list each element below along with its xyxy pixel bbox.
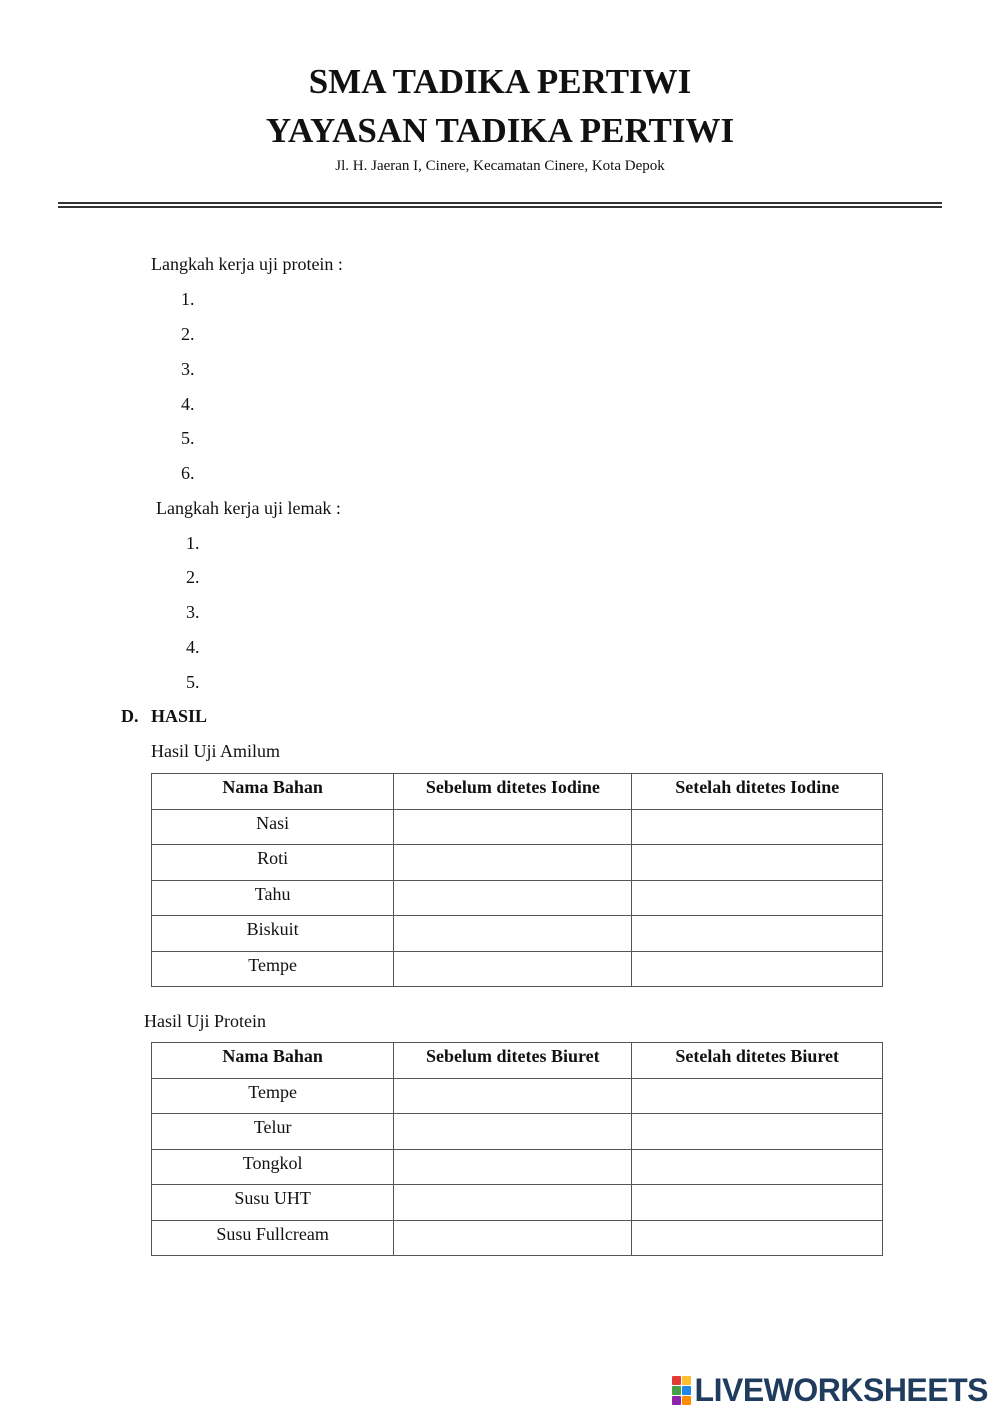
column-header: Nama Bahan — [152, 1043, 394, 1079]
after-biuret-cell[interactable] — [632, 1185, 883, 1221]
before-biuret-cell[interactable] — [394, 1149, 632, 1185]
protein-step-number: 6. — [181, 463, 195, 483]
material-name-cell: Tahu — [152, 880, 394, 916]
section-title: HASIL — [151, 706, 208, 726]
material-name-cell: Susu Fullcream — [152, 1220, 394, 1256]
protein-steps-heading: Langkah kerja uji protein : — [151, 254, 343, 274]
before-iodine-cell[interactable] — [394, 809, 632, 845]
table-header-row — [152, 1043, 883, 1079]
column-header: Nama Bahan — [152, 774, 394, 810]
material-name-cell: Roti — [152, 845, 394, 881]
before-biuret-cell[interactable] — [394, 1220, 632, 1256]
after-biuret-cell[interactable] — [632, 1220, 883, 1256]
liveworksheets-wordmark: LIVEWORKSHEETS — [694, 1372, 988, 1408]
table-row — [152, 1078, 883, 1114]
fat-step-number: 5. — [186, 672, 200, 692]
after-iodine-cell[interactable] — [632, 916, 883, 952]
before-biuret-cell[interactable] — [394, 1114, 632, 1150]
table-row — [152, 1220, 883, 1256]
table-row — [152, 1149, 883, 1185]
liveworksheets-logo-icon — [672, 1376, 691, 1405]
after-iodine-cell[interactable] — [632, 880, 883, 916]
before-iodine-cell[interactable] — [394, 845, 632, 881]
before-iodine-cell[interactable] — [394, 916, 632, 952]
material-name-cell: Susu UHT — [152, 1185, 394, 1221]
protein-step-number: 1. — [181, 289, 195, 309]
table-row — [152, 951, 883, 987]
header-divider-bottom — [58, 206, 942, 208]
header-divider-top — [58, 202, 942, 204]
before-iodine-cell[interactable] — [394, 951, 632, 987]
material-name-cell: Tongkol — [152, 1149, 394, 1185]
after-iodine-cell[interactable] — [632, 951, 883, 987]
protein-step-number: 2. — [181, 324, 195, 344]
fat-steps-heading: Langkah kerja uji lemak : — [156, 498, 341, 518]
protein-table — [151, 1042, 883, 1256]
after-biuret-cell[interactable] — [632, 1149, 883, 1185]
amilum-caption: Hasil Uji Amilum — [151, 741, 281, 761]
material-name-cell: Telur — [152, 1114, 394, 1150]
school-name: SMA TADIKA PERTIWI — [308, 62, 692, 101]
column-header: Sebelum ditetes Biuret — [394, 1043, 632, 1079]
fat-step-number: 1. — [186, 533, 200, 553]
protein-step-number: 3. — [181, 359, 195, 379]
column-header: Setelah ditetes Iodine — [632, 774, 883, 810]
protein-step-number: 5. — [181, 428, 195, 448]
table-row — [152, 845, 883, 881]
protein-step-number: 4. — [181, 394, 195, 414]
fat-step-number: 4. — [186, 637, 200, 657]
table-row — [152, 1114, 883, 1150]
fat-step-number: 3. — [186, 602, 200, 622]
column-header: Sebelum ditetes Iodine — [394, 774, 632, 810]
table-row — [152, 1185, 883, 1221]
fat-step-number: 2. — [186, 567, 200, 587]
after-iodine-cell[interactable] — [632, 845, 883, 881]
before-iodine-cell[interactable] — [394, 880, 632, 916]
after-biuret-cell[interactable] — [632, 1114, 883, 1150]
material-name-cell: Tempe — [152, 1078, 394, 1114]
table-row — [152, 809, 883, 845]
before-biuret-cell[interactable] — [394, 1078, 632, 1114]
liveworksheets-logo — [672, 1372, 988, 1409]
after-iodine-cell[interactable] — [632, 809, 883, 845]
table-row — [152, 880, 883, 916]
foundation-name: YAYASAN TADIKA PERTIWI — [265, 111, 735, 150]
section-letter: D. — [121, 706, 139, 726]
school-address: Jl. H. Jaeran I, Cinere, Kecamatan Cinere, Kota Depok — [335, 158, 665, 174]
material-name-cell: Biskuit — [152, 916, 394, 952]
after-biuret-cell[interactable] — [632, 1078, 883, 1114]
material-name-cell: Nasi — [152, 809, 394, 845]
amilum-table — [151, 773, 883, 987]
protein-caption: Hasil Uji Protein — [144, 1011, 266, 1031]
table-header-row — [152, 774, 883, 810]
before-biuret-cell[interactable] — [394, 1185, 632, 1221]
material-name-cell: Tempe — [152, 951, 394, 987]
table-row — [152, 916, 883, 952]
column-header: Setelah ditetes Biuret — [632, 1043, 883, 1079]
